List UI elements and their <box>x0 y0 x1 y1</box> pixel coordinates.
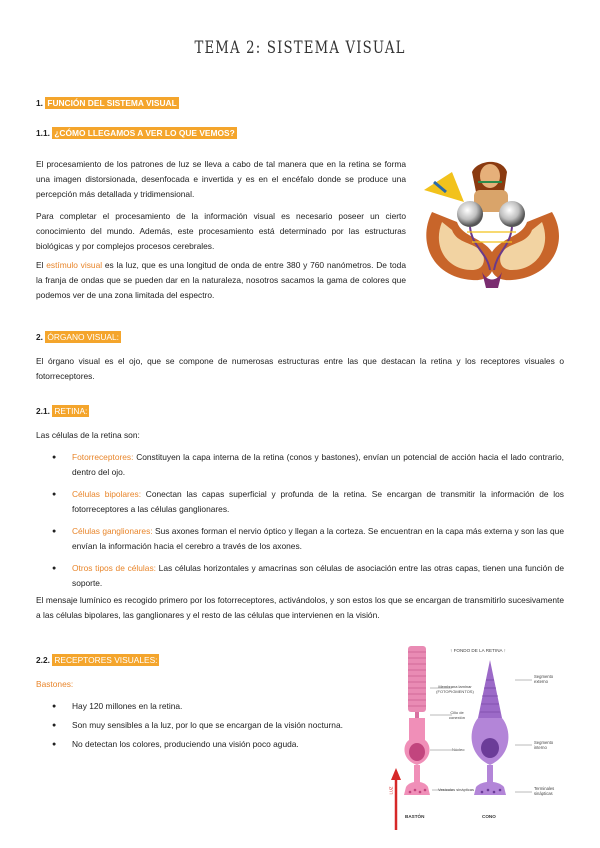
text: Sus axones forman el nervio óptico y llegan a la corteza. Se encuentran en la capa más externa y son las que envían la información hacia el cerebro a través de los axones. <box>72 526 564 551</box>
diagram-label-seg-ext: Segmento externo <box>534 674 554 684</box>
diagram-label-seg-int: Segmento interno <box>534 740 554 750</box>
diagram-label-terminales: Terminales sinápticas <box>534 786 555 796</box>
diagram-label-cilio: Cilio de conexión <box>448 710 465 720</box>
paragraph-1: El procesamiento de los patrones de luz se lleva a cabo de tal manera que en la retina se forma una imagen distorsionada, desenfocada e invertida y es en el encéfalo donde se produce una percepción más detallada y tridimensional. <box>36 159 406 199</box>
text: El <box>36 260 47 270</box>
section-2-heading <box>36 332 121 342</box>
diagram-label-membrana: Membrana laminar (FOTOPIGMENTOS) <box>436 684 474 694</box>
list-item: ● No detectan los colores, produciendo una visión poco aguda. <box>52 737 382 752</box>
section-1-heading <box>36 98 179 108</box>
paragraph-6: El mensaje lumínico es recogido primero por los fotorreceptores, activándolos, y son estos los que se encargan de transmitirlo sucesivamente a las células bipolares, las ganglionares y el resto de las células que intervienen en la visión. <box>36 595 564 620</box>
term-estimulo-visual: estímulo visual <box>46 260 103 270</box>
term: Fotorreceptores: <box>72 452 134 462</box>
section-1-1-heading <box>36 128 237 138</box>
bastones-list <box>52 699 382 752</box>
diagram-top-label: ↑ FONDO DE LA RETINA ↑ <box>450 648 506 653</box>
paragraph-5: Las células de la retina son: <box>36 430 140 440</box>
section-label: RETINA: <box>54 406 88 416</box>
section-label: ¿CÓMO LLEGAMOS A VER LO QUE VEMOS? <box>54 128 235 138</box>
cell-types-list <box>52 450 564 591</box>
list-item: ● Son muy sensibles a la luz, por lo que se encargan de la visión nocturna. <box>52 718 382 733</box>
diagram-label-nucleo: Núcleo <box>452 747 465 752</box>
diagram-label-luz: LUZ <box>388 786 394 795</box>
text: es la luz, que es una longitud de onda de entre 380 y 760 nanómetros. De toda la franja de ondas que se pueden dar en la naturaleza, nosotros sacamos la gama de colores que podemos ver de una zona limitada del espectro. <box>36 260 406 300</box>
list-item <box>52 524 564 554</box>
paragraph-4: El órgano visual es el ojo, que se compone de numerosas estructuras entre las que destacan la retina y los receptores visuales o fotorreceptores. <box>36 356 564 381</box>
text: Conectan las capas superficial y profunda de la retina. Se encargan de transmitir la información de los fotorreceptores a las células ganglionares. <box>72 489 564 514</box>
section-label: ÓRGANO VISUAL: <box>47 332 119 342</box>
list-item <box>52 487 564 517</box>
page-title: TEMA 2: SISTEMA VISUAL <box>194 38 406 58</box>
section-number: 1.1. <box>36 128 50 138</box>
section-number: 1. <box>36 98 43 108</box>
text: Las células horizontales y amacrinas son células de asociación entre las otras capas, tienen una función de soporte. <box>72 563 564 588</box>
section-2-2-heading <box>36 655 159 665</box>
section-label: RECEPTORES VISUALES: <box>54 655 158 665</box>
paragraph-3 <box>36 258 406 303</box>
bastones-heading: Bastones: <box>36 679 74 689</box>
term: Células bipolares: <box>72 489 142 499</box>
section-2-1-heading <box>36 406 89 416</box>
diagram-label-vesiculas: Vesículas sinápticas <box>438 787 475 792</box>
section-number: 2.1. <box>36 406 50 416</box>
paragraph-2: Para completar el procesamiento de la información visual es necesario poseer un cierto conocimiento del mundo. Además, este procesamiento está determinado por las estructuras biológicas y por complejos procesos cerebrales. <box>36 211 406 251</box>
term: Células ganglionares: <box>72 526 153 536</box>
diagram-label-baston: BASTÓN <box>405 814 425 819</box>
section-number: 2. <box>36 332 43 342</box>
eye-illustration <box>412 152 572 290</box>
section-label: FUNCIÓN DEL SISTEMA VISUAL <box>47 98 177 108</box>
term: Otros tipos de células: <box>72 563 156 573</box>
list-item <box>52 561 564 591</box>
list-item: ● Hay 120 millones en la retina. <box>52 699 382 714</box>
photoreceptor-diagram <box>390 640 575 840</box>
diagram-label-cono: CONO <box>482 814 496 819</box>
list-item <box>52 450 564 480</box>
section-number: 2.2. <box>36 655 50 665</box>
text: Constituyen la capa interna de la retina (conos y bastones), envían un potencial de acción hacia el lado contrario, dentro del ojo. <box>72 452 564 477</box>
